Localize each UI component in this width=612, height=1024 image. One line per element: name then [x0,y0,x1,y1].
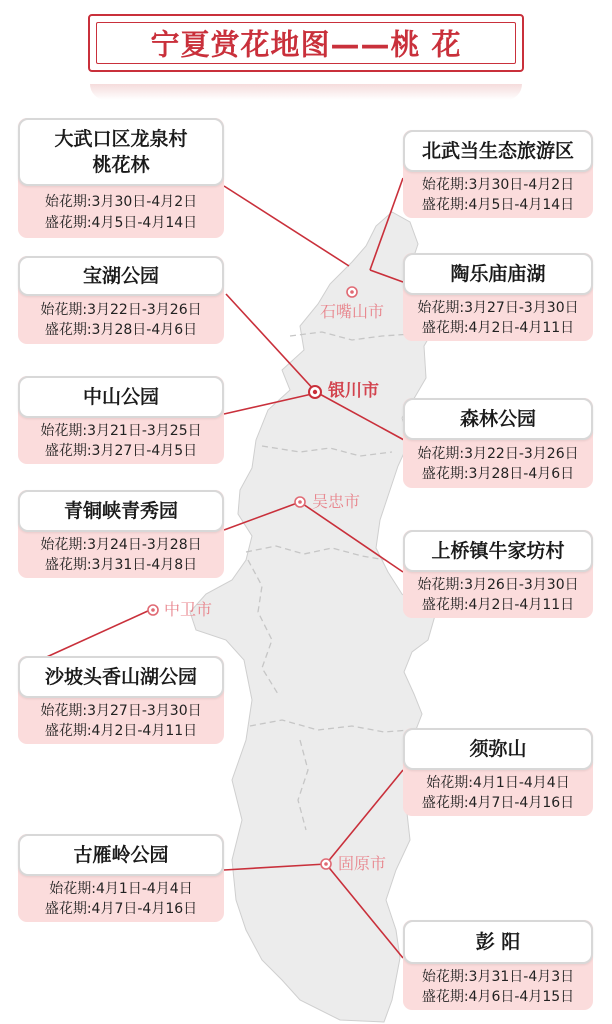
bloom-start: 始花期:3月24日-3月28日 [40,537,202,553]
spot-name: 中山公园 [82,386,159,408]
spot-name-box [403,398,593,440]
spot-card-guyanling [18,834,224,922]
bloom-peak: 盛花期:4月7日-4月16日 [44,901,198,917]
bloom-peak: 盛花期:4月5日-4月14日 [44,215,198,231]
bloom-peak: 盛花期:3月31日-4月8日 [44,557,198,573]
spot-name-box [403,728,593,770]
bloom-peak: 盛花期:4月7日-4月16日 [421,795,575,811]
spot-name-box [403,920,593,964]
spot-name-box [18,834,224,876]
spot-card-beiwudang [403,130,593,218]
bloom-start: 始花期:3月22日-3月26日 [40,302,202,318]
bloom-peak: 盛花期:4月6日-4月15日 [421,989,575,1005]
city-label-guyuan: 固原市 [338,854,387,873]
spot-card-xumishan [403,728,593,816]
wuzhong-marker-dot [298,500,302,504]
spot-card-taolemiao [403,253,593,341]
spot-name-box [403,253,593,295]
bloom-start: 始花期:4月1日-4月4日 [49,881,193,897]
spot-name: 沙坡头香山湖公园 [44,666,197,688]
spot-card-qingtongxia [18,490,224,578]
spot-card-shangqiao [403,530,593,618]
bloom-peak: 盛花期:3月28日-4月6日 [421,466,575,482]
spot-card-baohu [18,256,224,344]
bloom-start: 始花期:3月30日-4月2日 [44,194,198,210]
spot-name-box [18,490,224,532]
bloom-start: 始花期:3月27日-3月30日 [40,703,202,719]
spot-name-box [403,130,593,172]
city-label-wuzhong: 吴忠市 [312,492,361,511]
bloom-start: 始花期:3月27日-3月30日 [417,300,579,316]
spot-card-senlin [403,398,593,488]
bloom-peak: 盛花期:4月2日-4月11日 [44,723,198,739]
bloom-start: 始花期:4月1日-4月4日 [426,775,570,791]
city-label-shizuishan: 石嘴山市 [320,302,385,321]
spot-name-box [18,118,224,186]
spot-name: 宝湖公园 [82,265,159,287]
shizuishan-marker-dot [350,290,354,294]
zhongwei-marker-dot [151,608,155,612]
spot-name: 北武当生态旅游区 [421,140,574,162]
city-label-zhongwei: 中卫市 [164,600,213,619]
bloom-start: 始花期:3月22日-3月26日 [417,446,579,462]
bloom-peak: 盛花期:4月2日-4月11日 [421,320,575,336]
spot-name: 上桥镇牛家坊村 [431,540,565,562]
spot-name: 彭 阳 [475,931,521,953]
title-shadow [90,84,522,100]
spot-name: 青铜峡青秀园 [63,500,178,522]
city-label-yinchuan: 银川市 [328,381,379,401]
spot-card-dawukou [18,118,224,238]
bloom-peak: 盛花期:4月5日-4月14日 [421,197,575,213]
spot-name: 森林公园 [459,408,536,430]
yinchuan-marker-dot [313,390,317,394]
bloom-peak: 盛花期:3月27日-4月5日 [44,443,198,459]
spot-card-shapotou [18,656,224,744]
spot-name-box [18,256,224,296]
bloom-start: 始花期:3月26日-3月30日 [417,577,579,593]
spot-name-box [403,530,593,572]
bloom-start: 始花期:3月21日-3月25日 [40,423,202,439]
spot-name-box [18,656,224,698]
bloom-peak: 盛花期:3月28日-4月6日 [44,322,198,338]
spot-name: 古雁岭公园 [73,844,169,866]
bloom-peak: 盛花期:4月2日-4月11日 [421,597,575,613]
spot-name-box [18,376,224,418]
title-banner [88,14,524,72]
page-title: 宁夏赏花地图——桃 花 [150,27,462,62]
spot-card-zhongshan [18,376,224,464]
bloom-start: 始花期:3月31日-4月3日 [421,969,575,985]
spot-name: 陶乐庙庙湖 [450,263,546,285]
guyuan-marker-dot [324,862,328,866]
bloom-start: 始花期:3月30日-4月2日 [421,177,575,193]
spot-name: 大武口区龙泉村 桃花林 [54,128,188,176]
spot-name: 须弥山 [469,738,527,760]
spot-card-pengyang [403,920,593,1010]
